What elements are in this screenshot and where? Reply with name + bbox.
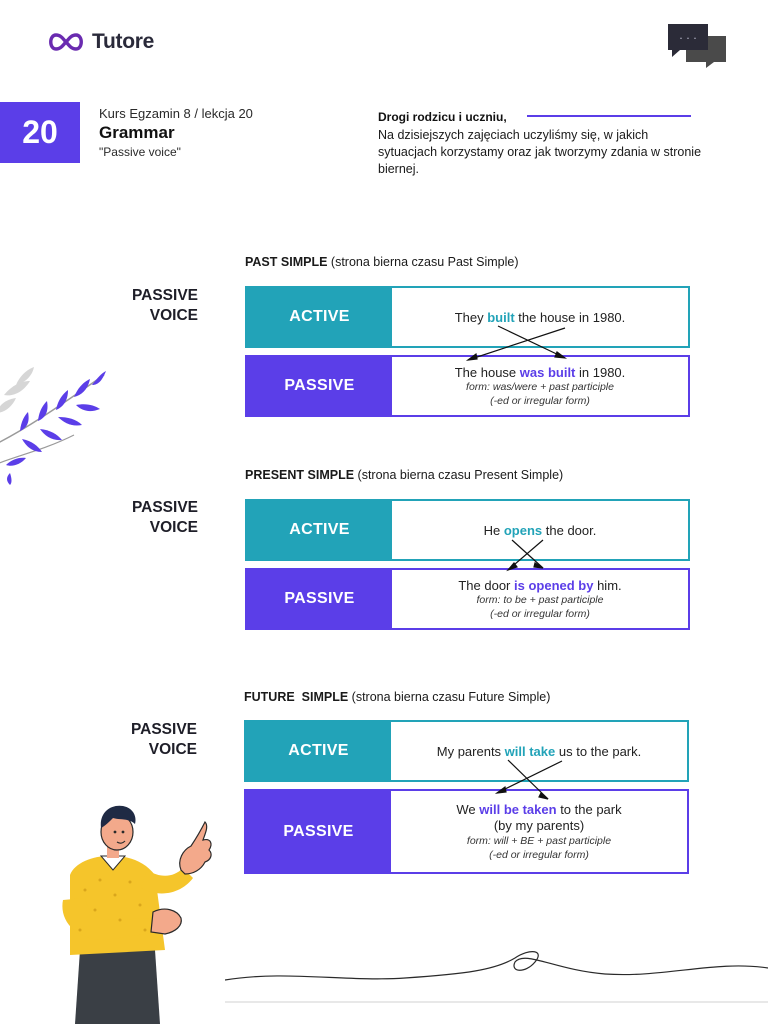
note-heading: Drogi rodzicu i uczniu,: [378, 110, 507, 124]
passive-row: [245, 355, 690, 417]
active-sentence: [392, 288, 688, 346]
passive-sentence: [391, 791, 687, 872]
active-sentence: [391, 722, 687, 780]
passive-voice-label: [87, 720, 197, 760]
sentence-start: The door: [458, 577, 514, 593]
sentence-end: him.: [593, 577, 622, 593]
infinity-logo-icon: [46, 31, 86, 53]
active-row: [244, 720, 689, 782]
brand-name: Tutore: [92, 30, 154, 53]
passive-verb: is opened by: [514, 577, 594, 593]
teacher-illustration: [55, 800, 230, 1024]
passive-voice-label-line1: PASSIVE: [130, 721, 197, 738]
passive-sentence: [392, 357, 688, 415]
passive-sentence: [392, 570, 688, 628]
passive-verb: will be taken: [479, 801, 557, 817]
passive-row: [244, 789, 689, 874]
passive-voice-label: [88, 286, 198, 326]
passive-verb: was built: [519, 364, 576, 380]
form-note: form: was/were + past participle: [466, 380, 614, 393]
chat-bubbles-icon: [666, 22, 728, 68]
passive-row: [245, 568, 690, 630]
active-verb: will take: [504, 743, 556, 759]
form-note: form: will + BE + past participle: [466, 834, 612, 847]
leaf-branch-illustration: [0, 355, 109, 485]
active-sentence: [392, 501, 688, 559]
passive-voice-label-line1: PASSIVE: [131, 499, 198, 516]
passive-voice-label: [88, 498, 198, 538]
active-tag: ACTIVE: [247, 501, 392, 559]
tense-name: FUTURE SIMPLE: [244, 690, 349, 704]
active-tag: ACTIVE: [247, 288, 392, 346]
sentence-end: the door.: [542, 522, 597, 538]
form-note-2: (-ed or irregular form): [490, 394, 590, 407]
passive-voice-label-line2: VOICE: [148, 741, 197, 758]
course-label: Kurs Egzamin 8 / lekcja 20: [99, 106, 253, 121]
active-row: [245, 286, 690, 348]
sentence-end: to the park: [556, 801, 622, 817]
passive-tag: PASSIVE: [247, 357, 392, 415]
sentence-start: My parents: [436, 743, 505, 759]
chat-dots: · · ·: [679, 32, 697, 45]
active-tag: ACTIVE: [246, 722, 391, 780]
sentence-start: He: [483, 522, 504, 538]
sentence-end: us to the park.: [555, 743, 642, 759]
sentence-start: They: [454, 309, 488, 325]
passive-voice-label-line1: PASSIVE: [131, 287, 198, 304]
section-title-past-simple: [245, 255, 519, 269]
lesson-title: Grammar: [99, 123, 175, 142]
sentence-start: The house: [454, 364, 520, 380]
note-heading-underline: [527, 115, 691, 117]
tense-description: (strona bierna czasu Present Simple): [357, 468, 564, 482]
sentence-end: in 1980.: [575, 364, 626, 380]
tense-description: (strona bierna czasu Future Simple): [351, 690, 551, 704]
sentence-end: the house in 1980.: [514, 309, 626, 325]
tense-name: PRESENT SIMPLE: [245, 468, 355, 482]
tense-description: (strona bierna czasu Past Simple): [330, 255, 519, 269]
lesson-subtitle: "Passive voice": [99, 145, 181, 159]
form-note-2: (-ed or irregular form): [490, 607, 590, 620]
passive-voice-label-line2: VOICE: [149, 307, 198, 324]
passive-tag: PASSIVE: [246, 791, 391, 872]
agent-phrase: (by my parents): [493, 817, 585, 833]
section-title-present-simple: [245, 468, 563, 482]
passive-tag: PASSIVE: [247, 570, 392, 628]
brand-logo: [46, 30, 154, 54]
note-body: Na dzisiejszych zajęciach uczyliśmy się, w jakich sytuacjach korzystamy oraz jak tworzymy zdania w stronie biernej.: [378, 128, 702, 176]
passive-voice-label-line2: VOICE: [149, 519, 198, 536]
active-verb: opens: [503, 522, 543, 538]
decorative-wave-line: [225, 940, 768, 1010]
form-note: form: to be + past participle: [476, 593, 604, 606]
section-title-future-simple: [244, 690, 550, 704]
form-note-2: (-ed or irregular form): [489, 848, 589, 861]
tense-name: PAST SIMPLE: [245, 255, 328, 269]
active-verb: built: [487, 309, 515, 325]
lesson-number-badge: 20: [0, 102, 80, 163]
sentence-start: We: [456, 801, 480, 817]
active-row: [245, 499, 690, 561]
